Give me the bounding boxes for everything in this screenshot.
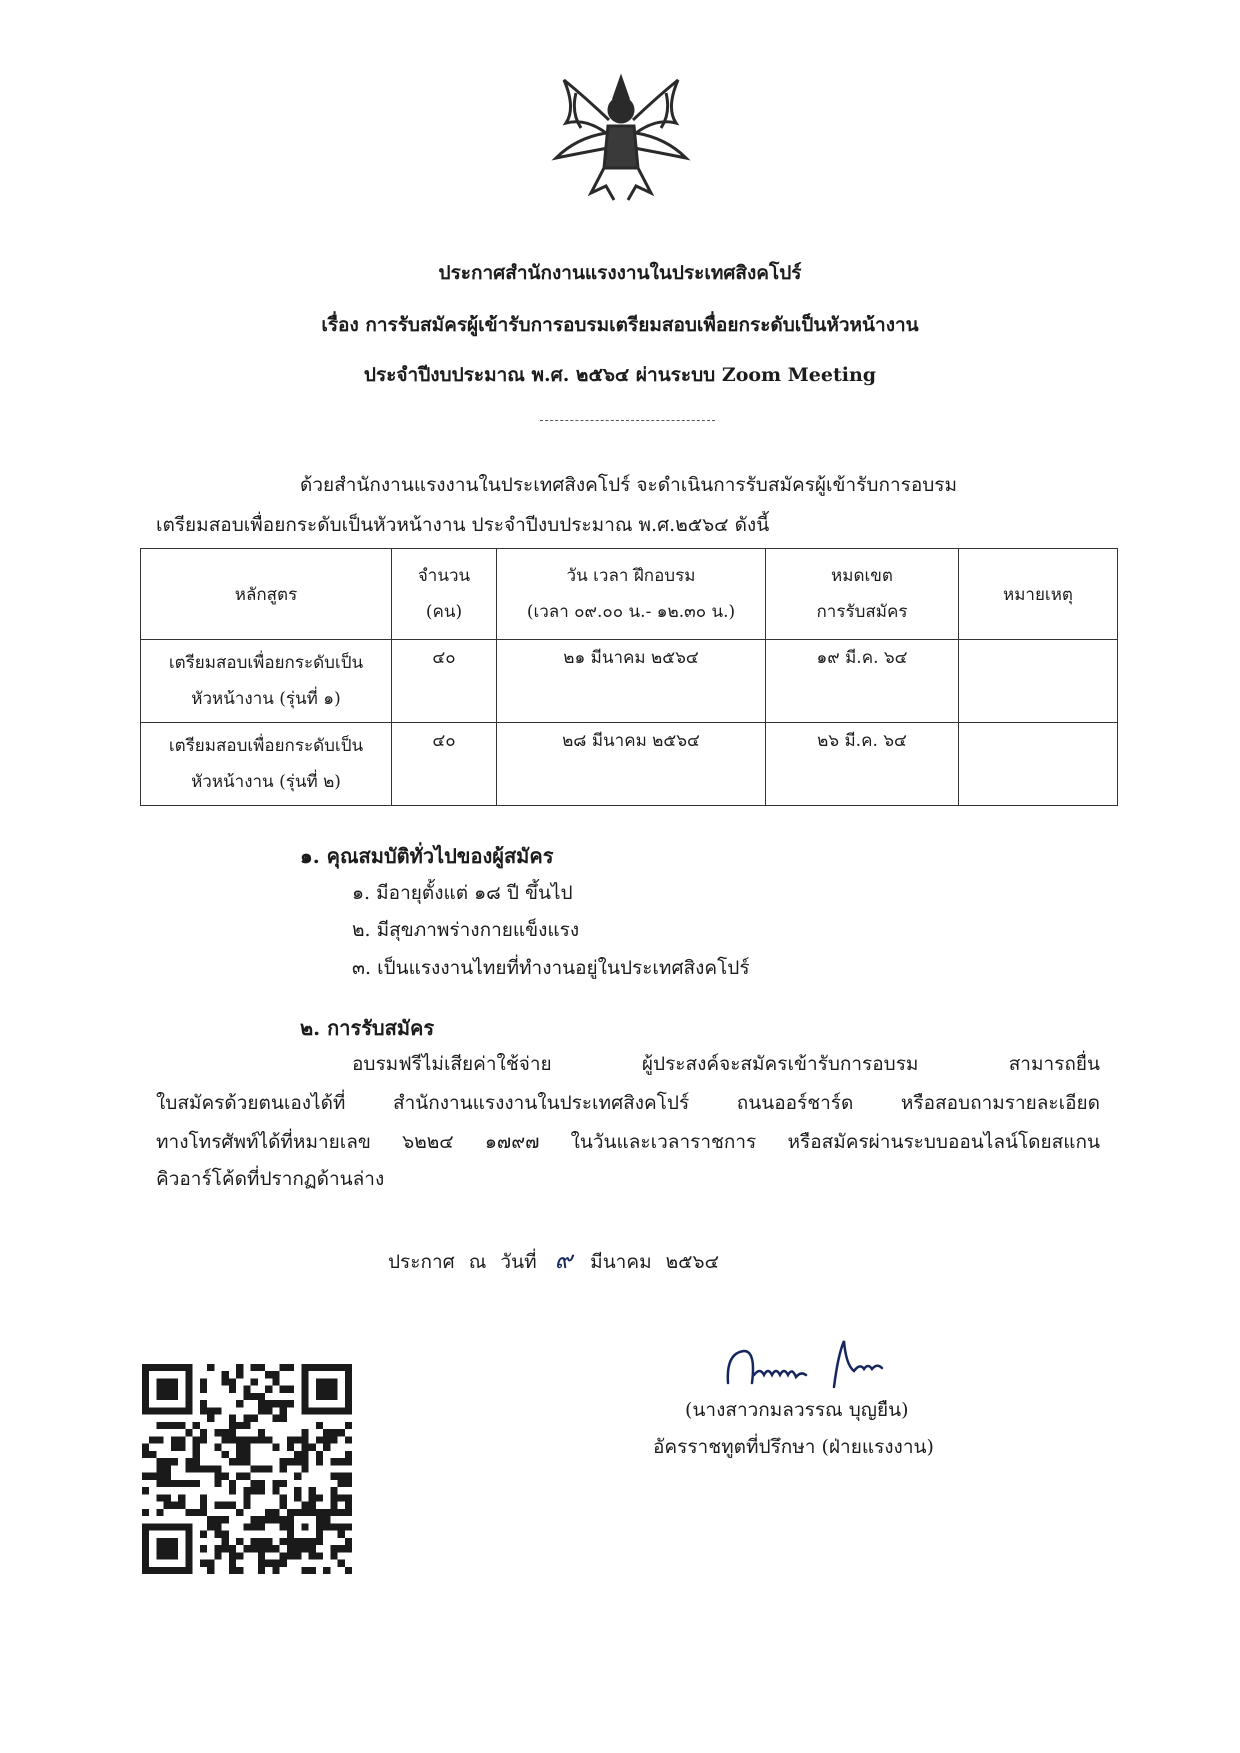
header-deadline bbox=[766, 549, 959, 640]
table-header-row bbox=[141, 549, 1118, 640]
row-course-line2: หัวหน้างาน (รุ่นที่ ๑) bbox=[191, 689, 341, 709]
application-text-line-1: อบรมฟรีไม่เสียค่าใช้จ่าย ผู้ประสงค์จะสมัครเข้ารับการอบรม สามารถยื่น bbox=[352, 1053, 1100, 1075]
application-text-line-3: ทางโทรศัพท์ได้ที่หมายเลข ๖๒๒๔ ๑๗๙๗ ในวันและเวลาราชการ หรือสมัครผ่านระบบออนไลน์โดยสแกน bbox=[156, 1131, 1100, 1153]
header-date-line2: (เวลา ๐๙.๐๐ น.- ๑๒.๓๐ น.) bbox=[526, 602, 736, 622]
title-divider bbox=[540, 420, 715, 421]
title-line-3: ประจำปีงบประมาณ พ.ศ. ๒๕๖๔ ผ่านระบบ Zoom Meeting bbox=[363, 364, 877, 386]
row-date: ๒๘ มีนาคม ๒๕๖๔ bbox=[497, 723, 766, 806]
intro-line-2: เตรียมสอบเพื่อยกระดับเป็นหัวหน้างาน ประจำปีงบประมาณ พ.ศ.๒๕๖๔ ดังนี้ bbox=[156, 514, 770, 536]
section-2-heading: ๒. การรับสมัคร bbox=[300, 1016, 435, 1040]
section-1-heading: ๑. คุณสมบัติทั่วไปของผู้สมัคร bbox=[300, 844, 554, 868]
table-row bbox=[141, 640, 1118, 723]
title-line-1: ประกาศสำนักงานแรงงานในประเทศสิงคโปร์ bbox=[438, 262, 802, 284]
application-text-line-4: คิวอาร์โค้ดที่ปรากฏด้านล่าง bbox=[156, 1168, 385, 1190]
list-item: ๓. เป็นแรงงานไทยที่ทำงานอยู่ในประเทศสิงคโปร์ bbox=[352, 957, 750, 979]
header-count-line1: จำนวน bbox=[417, 566, 471, 586]
row-course bbox=[141, 640, 392, 723]
header-deadline-line2: การรับสมัคร bbox=[816, 602, 908, 622]
application-text-line-2: ใบสมัครด้วยตนเองได้ที่ สำนักงานแรงงานในประเทศสิงคโปร์ ถนนออร์ชาร์ด หรือสอบถามรายละเอียด bbox=[156, 1092, 1100, 1114]
table-row bbox=[141, 723, 1118, 806]
header-date bbox=[497, 549, 766, 640]
row-count: ๔๐ bbox=[392, 640, 497, 723]
row-deadline: ๒๖ มี.ค. ๖๔ bbox=[766, 723, 959, 806]
header-count-line2: (คน) bbox=[425, 602, 463, 622]
row-date: ๒๑ มีนาคม ๒๕๖๔ bbox=[497, 640, 766, 723]
row-course-line1: เตรียมสอบเพื่อยกระดับเป็น bbox=[168, 653, 364, 673]
intro-line-1: ด้วยสำนักงานแรงงานในประเทศสิงคโปร์ จะดำเนินการรับสมัครผู้เข้ารับการอบรม bbox=[300, 474, 958, 496]
header-deadline-line1: หมดเขต bbox=[831, 566, 893, 586]
row-course-line2: หัวหน้างาน (รุ่นที่ ๒) bbox=[191, 772, 341, 792]
signatory-name: (นางสาวกมลวรรณ บุญยืน) bbox=[685, 1399, 909, 1421]
row-count: ๔๐ bbox=[392, 723, 497, 806]
row-course bbox=[141, 723, 392, 806]
signature-image bbox=[722, 1335, 922, 1395]
header-remarks: หมายเหตุ bbox=[959, 549, 1118, 640]
header-date-line1: วัน เวลา ฝึกอบรม bbox=[566, 566, 696, 586]
header-course: หลักสูตร bbox=[141, 549, 392, 640]
row-remarks bbox=[959, 723, 1118, 806]
announcement-date bbox=[388, 1240, 719, 1279]
list-item: ๒. มีสุขภาพร่างกายแข็งแรง bbox=[352, 919, 580, 941]
announcement-date-prefix: ประกาศ ณ วันที่ bbox=[388, 1251, 537, 1273]
title-line-2: เรื่อง การรับสมัครผู้เข้ารับการอบรมเตรียมสอบเพื่อยกระดับเป็นหัวหน้างาน bbox=[321, 314, 919, 336]
header-count bbox=[392, 549, 497, 640]
row-deadline: ๑๙ มี.ค. ๖๔ bbox=[766, 640, 959, 723]
signatory-position: อัครราชทูตที่ปรึกษา (ฝ่ายแรงงาน) bbox=[653, 1436, 934, 1458]
row-course-line1: เตรียมสอบเพื่อยกระดับเป็น bbox=[168, 736, 364, 756]
row-remarks bbox=[959, 640, 1118, 723]
announcement-day: ๙ bbox=[554, 1246, 573, 1274]
garuda-emblem bbox=[546, 68, 696, 208]
announcement-month-year: มีนาคม ๒๕๖๔ bbox=[590, 1251, 719, 1273]
list-item: ๑. มีอายุตั้งแต่ ๑๘ ปี ขึ้นไป bbox=[352, 882, 573, 904]
training-schedule-table bbox=[140, 548, 1118, 806]
qr-code[interactable] bbox=[142, 1364, 352, 1574]
